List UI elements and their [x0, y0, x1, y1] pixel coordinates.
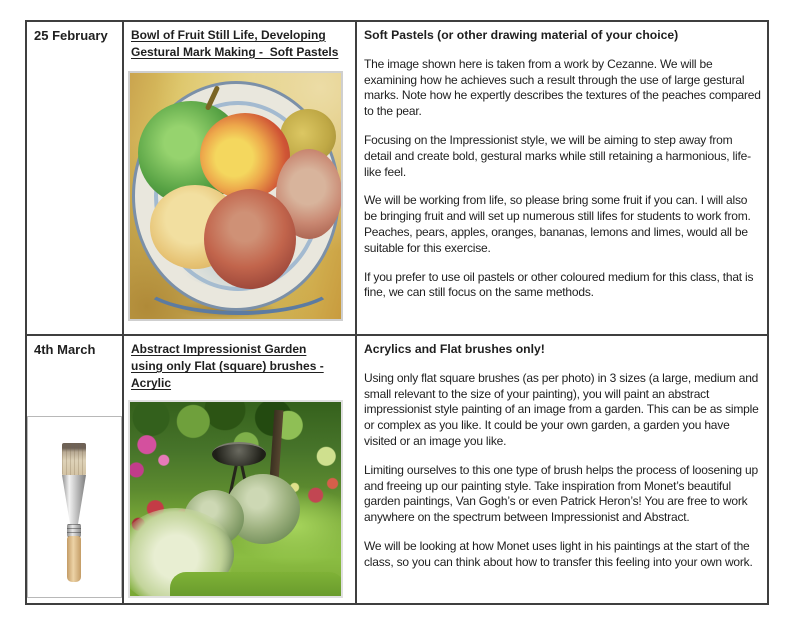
date-cell-row1 — [27, 22, 124, 336]
description-paragraph: We will be looking at how Monet uses light in his paintings at the start of the class, so you can think about how to transfer this feeling into your own work. — [364, 538, 753, 569]
class-date: 25 February — [34, 28, 108, 43]
description-paragraph: Using only flat square brushes (as per photo) in 3 sizes (a large, medium and small relevant to the size of your painting), you will paint an abstract impressionist style painting of an image from a garden. This can be as simple or complex as you like. It could be your own garden, a garden you have visited or an image you like. — [364, 370, 759, 448]
project-title-line: Gestural Mark Making - Soft Pastels — [131, 45, 339, 59]
materials-heading: Soft Pastels (or other drawing material of your choice) — [364, 28, 679, 42]
project-title-line: Abstract Impressionist Garden — [131, 342, 307, 356]
description-cell-row2 — [357, 336, 767, 603]
flat-paintbrush-image — [27, 416, 122, 598]
brush-bristles-shape — [62, 443, 86, 475]
description-paragraph: If you prefer to use oil pastels or other coloured medium for this class, that is fine, we can still focus on the same methods. — [364, 269, 754, 300]
project-cell-row2 — [124, 336, 357, 603]
brush-ferrule-shape — [62, 475, 86, 525]
materials-heading: Acrylics and Flat brushes only! — [364, 342, 545, 356]
brush-handle-shape — [67, 536, 81, 582]
foreground-bush-shape — [170, 572, 343, 598]
description-paragraph: We will be working from life, so please bring some fruit if you can. I will also be bringing fruit and will set up numerous still lifes for students to work from. Peaches, pears, apples, oranges, bananas, lemons and limes, would all be suitable for this exercise. — [364, 193, 751, 255]
description-cell-row1 — [357, 22, 767, 336]
birdbath-bowl-shape — [212, 442, 266, 466]
project-title-line: Bowl of Fruit Still Life, Developing — [131, 28, 326, 42]
project-title-line: Acrylic — [131, 376, 172, 390]
project-title — [124, 22, 355, 61]
project-cell-row1 — [124, 22, 357, 336]
date-cell-row2 — [27, 336, 124, 603]
class-date: 4th March — [34, 342, 96, 357]
description-paragraph: Focusing on the Impressionist style, we will be aiming to step away from detail and create bold, gestural marks while still retaining a harmonious, life-like feel. — [364, 132, 751, 179]
project-title-line: using only Flat (square) brushes - — [131, 359, 324, 373]
tree-trunk-shape — [270, 410, 284, 480]
plate-bottom-rim-shape — [138, 247, 340, 315]
description-paragraph: The image shown here is taken from a work by Cezanne. We will be examining how he achieves such a result through the use of large gestural marks. Note how he expertly describes the textures of the peaches compared to the pear. — [364, 56, 761, 119]
cezanne-fruit-bowl-image — [128, 71, 343, 321]
description-paragraph: Limiting ourselves to this one type of brush helps the process of loosening up and freeing up our painting style. Take inspiration from Monet’s beautiful garden paintings, Van Gogh’s or even Patrick Heron’s! You are free to work anywhere on the spectrum between Impressionist and Abstract. — [364, 462, 758, 525]
class-schedule-table — [25, 20, 769, 605]
project-title — [124, 336, 355, 392]
garden-birdbath-image — [128, 400, 343, 598]
